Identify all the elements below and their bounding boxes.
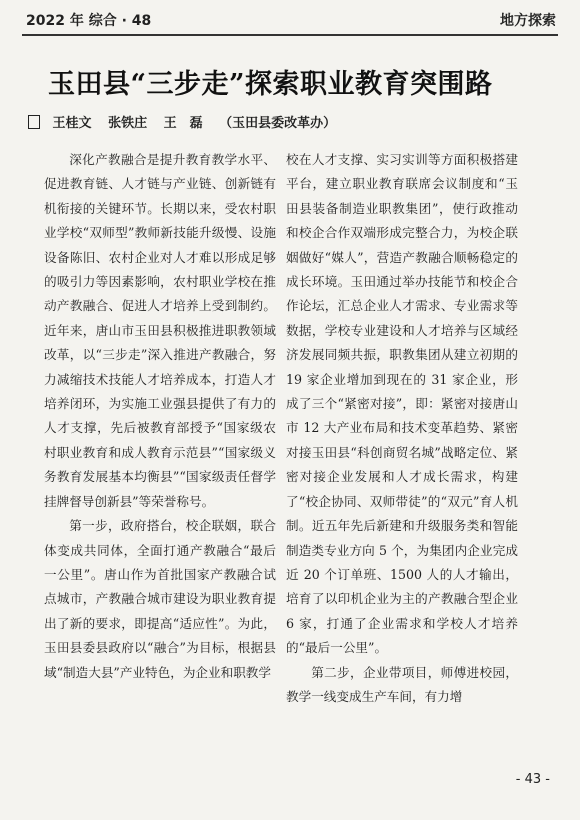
section-label: 地方探索 xyxy=(500,13,556,29)
author-name: 张铁庄 xyxy=(108,116,148,131)
text-column-right xyxy=(286,148,518,709)
author-name: 王 磊 xyxy=(163,116,203,131)
paragraph: 校在人才支撑、实习实训等方面积极搭建平台，建立职业教育联席会议制度和“玉田县装备制造业职教集团”，使行政推动和校企合作双端形成完整合力，为校企联姻做好“媒人”，营造产教融合顺畅稳定的成长环境。玉田通过举办技能节和校企合作论坛，汇总企业人才需求、专业需求等数据，学校专业建设和人才培养与区域经济发展同频共振，职教集团从建立初期的 19 家企业增加到现在的 31 家企业，形成了三个“紧密对接”，即：紧密对接唐山市 12 大产业布局和技术变革趋势、紧密对接玉田县“科创商贸名城”战略定位、紧密对接企业发展和人才成长需求，构建了“校企协同、双师带徒”的“双元”育人机制。近五年先后新建和升级服务类和智能制造类专业方向 5 个，为集团内企业完成近 20 个订单班、1500 人的人才输出，培育了以印机企业为主的产教融合型企业 6 家，打通了企业需求和学校人才培养的“最后一公里”。 xyxy=(286,152,518,656)
square-marker-icon xyxy=(28,115,40,129)
paragraph: 第二步，企业带项目，师傅进校园，教学一线变成生产车间，有力增 xyxy=(286,664,518,704)
text-column-left xyxy=(44,148,276,685)
paragraph: 第一步，政府搭台，校企联姻，联合体变成共同体，全面打通产教融合“最后一公里”。唐山作为首批国家产教融合试点城市，产教融合城市建设为职业教育提出了新的要求，即提高“适应性”。为此，玉田县委县政府以“融合”为目标，根据县域“制造大县”产业特色，为企业和职教学 xyxy=(44,518,276,680)
author-affiliation: （玉田县委改革办） xyxy=(219,116,337,131)
page-header xyxy=(22,6,558,34)
page-number: - 43 - xyxy=(515,772,550,787)
article-title: 玉田县“三步走”探索职业教育突围路 xyxy=(48,69,493,100)
header-rule xyxy=(22,34,558,36)
author-name: 王桂文 xyxy=(52,116,92,131)
issue-label: 2022 年 综合 · 48 xyxy=(26,13,152,29)
byline xyxy=(28,112,548,131)
paragraph: 深化产教融合是提升教育教学水平、促进教育链、人才链与产业链、创新链有机衔接的关键环节。长期以来，受农村职业学校“双师型”教师新技能升级慢、设施设备陈旧、农村企业对人才难以形成足够的吸引力等因素影响，农村职业学校在推动产教融合、促进人才培养上受到制约。近年来，唐山市玉田县积极推进职教领域改革，以“三步走”深入推进产教融合，努力减缩技术技能人才培养成本，打造人才培养闭环，为实施工业强县提供了有力的人才支撑，先后被教育部授予“国家级农村职业教育和成人教育示范县”“国家级义务教育发展基本均衡县”“国家级责任督学挂牌督导创新县”等荣誉称号。 xyxy=(44,152,276,509)
